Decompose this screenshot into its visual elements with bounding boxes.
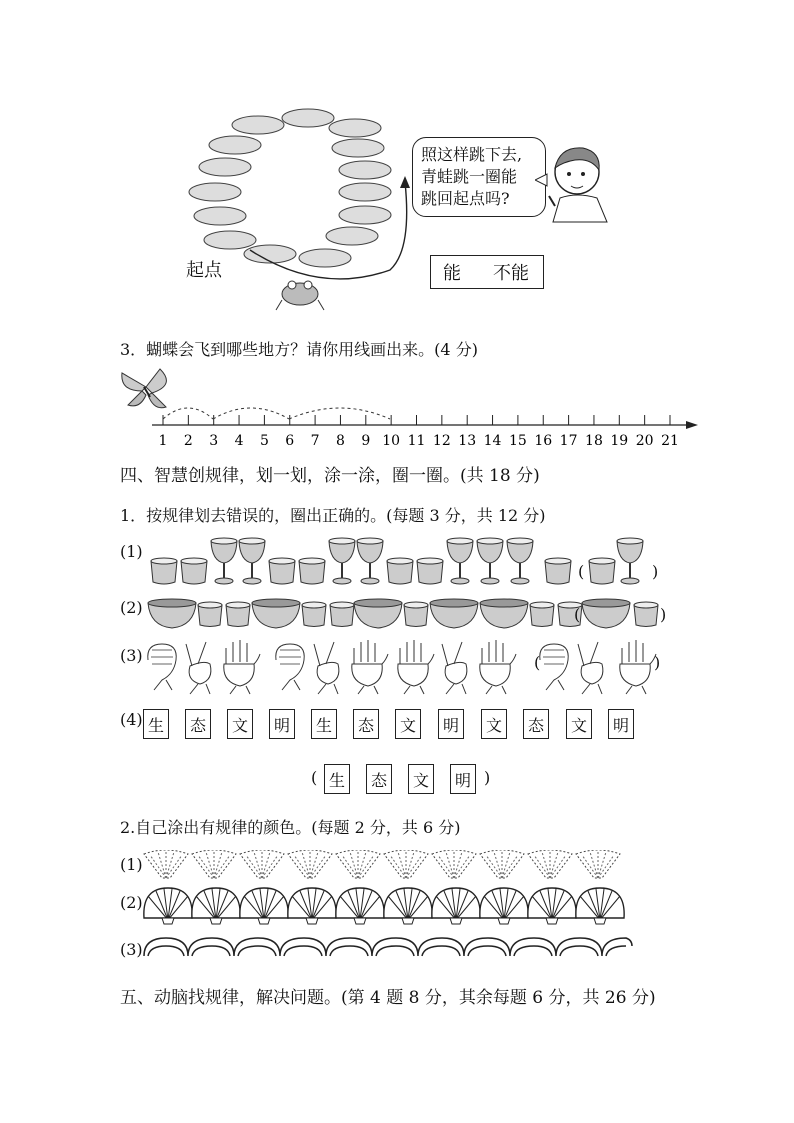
boy-icon (535, 140, 620, 225)
small-bowl-icon[interactable] (226, 602, 250, 627)
shell-icon[interactable] (336, 888, 384, 924)
row-label: (1) (120, 542, 143, 561)
section5-heading: 五、动脑找规律，解决问题。(第 4 题 8 分，其余每题 6 分，共 26 分) (120, 988, 656, 1008)
cup-icon[interactable] (545, 558, 571, 584)
lily-pad (339, 161, 391, 179)
number-line-label: 4 (234, 433, 244, 449)
char-box[interactable]: 生 (311, 709, 337, 739)
shell-icon[interactable] (288, 888, 336, 924)
number-line-label: 14 (483, 433, 502, 449)
cup-icon[interactable] (589, 558, 615, 584)
small-bowl-icon[interactable] (330, 602, 354, 627)
row-label: (4) (120, 710, 143, 729)
row-label: (3) (120, 940, 143, 959)
number-line-label: 9 (361, 433, 371, 449)
number-line-label: 21 (661, 433, 679, 449)
row-label: (2) (120, 893, 143, 912)
q1-title: 1．按规律划去错误的，圈出正确的。(每题 3 分，共 12 分) (120, 506, 546, 525)
lily-pad (209, 136, 261, 154)
char-box[interactable]: 态 (523, 709, 549, 739)
goblet-icon[interactable] (447, 538, 473, 584)
option-char-box[interactable]: 态 (366, 764, 392, 794)
lily-pad (189, 183, 241, 201)
butterfly-icon (122, 369, 167, 408)
goblet-icon[interactable] (329, 538, 355, 584)
scissors-hand-icon[interactable] (186, 642, 211, 694)
big-bowl-icon[interactable] (148, 599, 196, 628)
paren-close: ) (652, 562, 659, 581)
start-label: 起点 (186, 260, 222, 281)
goblet-icon[interactable] (239, 538, 265, 584)
goblet-icon[interactable] (357, 538, 383, 584)
number-line-label: 11 (407, 433, 426, 449)
small-bowl-icon[interactable] (198, 602, 222, 627)
speech-line: 青蛙跳一圈能 (421, 167, 518, 186)
char-box[interactable]: 明 (608, 709, 634, 739)
number-line-label: 10 (382, 433, 401, 449)
paper-hand-icon[interactable] (224, 640, 260, 694)
lily-pad (326, 227, 378, 245)
fan-pattern-row[interactable] (142, 850, 642, 880)
char-box[interactable]: 明 (438, 709, 464, 739)
fan-icon[interactable] (384, 850, 428, 878)
shell-icon[interactable] (480, 888, 528, 924)
scissors-hand-icon[interactable] (314, 642, 339, 694)
paren-open: ( (574, 605, 581, 624)
char-box[interactable]: 文 (395, 709, 421, 739)
paren-open: ( (578, 562, 585, 581)
small-bowl-icon[interactable] (634, 602, 658, 627)
number-line-label: 7 (310, 433, 320, 449)
paper-hand-icon[interactable] (620, 640, 656, 694)
char-box[interactable]: 生 (143, 709, 169, 739)
goblet-icon[interactable] (617, 538, 643, 584)
cup-icon[interactable] (387, 558, 413, 584)
cup-icon[interactable] (417, 558, 443, 584)
number-line-label: 8 (335, 433, 345, 449)
lily-pad (299, 249, 351, 267)
shell-icon[interactable] (432, 888, 480, 924)
lily-pad-ring-illustration (180, 100, 420, 325)
number-line-label: 6 (285, 433, 295, 449)
speech-bubble (412, 137, 546, 217)
cup-icon[interactable] (299, 558, 325, 584)
char-box[interactable]: 态 (353, 709, 379, 739)
lily-pad (204, 231, 256, 249)
number-line-label: 16 (534, 433, 553, 449)
big-bowl-icon[interactable] (582, 599, 630, 628)
number-line-label: 12 (432, 433, 451, 449)
small-bowl-icon[interactable] (302, 602, 326, 627)
fan-icon[interactable] (576, 850, 620, 878)
paper-hand-icon[interactable] (398, 640, 434, 694)
speech-line: 跳回起点吗? (421, 189, 510, 208)
number-line[interactable] (118, 367, 708, 452)
frog-icon (276, 281, 324, 310)
char-box[interactable]: 态 (185, 709, 211, 739)
char-box[interactable]: 文 (227, 709, 253, 739)
fan-icon[interactable] (528, 850, 572, 878)
lily-pad (244, 245, 296, 263)
lily-pad (339, 206, 391, 224)
q2-title: 2.自己涂出有规律的颜色。(每题 2 分，共 6 分) (120, 818, 461, 837)
paper-hand-icon[interactable] (480, 640, 516, 694)
cup-icon[interactable] (151, 558, 177, 584)
paren-close: ) (484, 768, 491, 787)
number-line-label: 1 (158, 433, 168, 449)
shell-pattern-row[interactable] (142, 886, 634, 926)
small-bowl-icon[interactable] (530, 602, 554, 627)
big-bowl-icon[interactable] (430, 599, 478, 628)
paren-open: ( (311, 768, 318, 787)
fan-icon[interactable] (336, 850, 380, 878)
rock-hand-icon[interactable] (276, 644, 304, 690)
row-label: (3) (120, 646, 143, 665)
cup-icon[interactable] (269, 558, 295, 584)
fan-icon[interactable] (480, 850, 524, 878)
small-bowl-icon[interactable] (404, 602, 428, 627)
fan-icon[interactable] (288, 850, 332, 878)
shell-icon[interactable] (384, 888, 432, 924)
fan-icon[interactable] (432, 850, 476, 878)
lily-pad (339, 183, 391, 201)
number-line-label: 17 (559, 433, 578, 449)
lily-pad (332, 139, 384, 157)
hop-arc (213, 408, 289, 419)
big-bowl-icon[interactable] (252, 599, 300, 628)
q3-title: 3．蝴蝶会飞到哪些地方？请你用线画出来。(4 分) (120, 340, 478, 359)
speech-line: 照这样跳下去, (421, 145, 523, 164)
big-bowl-icon[interactable] (354, 599, 402, 628)
shell-icon[interactable] (192, 888, 240, 924)
option-char-box[interactable]: 明 (450, 764, 476, 794)
fan-icon[interactable] (192, 850, 236, 878)
goblet-icon[interactable] (211, 538, 237, 584)
cups-pattern-row[interactable] (148, 535, 668, 590)
rock-hand-icon[interactable] (148, 644, 176, 690)
char-box[interactable]: 文 (566, 709, 592, 739)
goblet-icon[interactable] (477, 538, 503, 584)
shell-icon[interactable] (240, 888, 288, 924)
lily-pad (194, 207, 246, 225)
paper-hand-icon[interactable] (352, 640, 388, 694)
paren-open: ( (534, 653, 541, 672)
number-line-label: 3 (209, 433, 219, 449)
choice-no[interactable]: 不能 (493, 263, 529, 284)
number-line-label: 19 (610, 433, 629, 449)
bowls-pattern-row[interactable] (146, 598, 666, 634)
option-char-box[interactable]: 生 (324, 764, 350, 794)
number-line-label: 15 (508, 433, 527, 449)
row-label: (2) (120, 598, 143, 617)
rock-hand-icon[interactable] (540, 644, 568, 690)
hand-gesture-row[interactable] (142, 640, 664, 696)
answer-choice-box[interactable] (430, 255, 544, 289)
number-line-label: 2 (183, 433, 193, 449)
cup-icon[interactable] (181, 558, 207, 584)
char-box[interactable]: 文 (481, 709, 507, 739)
paren-close: ) (660, 605, 667, 624)
scissors-hand-icon[interactable] (578, 642, 603, 694)
big-bowl-icon[interactable] (480, 599, 528, 628)
goblet-icon[interactable] (507, 538, 533, 584)
shell-icon[interactable] (528, 888, 576, 924)
option-char-box[interactable]: 文 (408, 764, 434, 794)
char-box[interactable]: 明 (269, 709, 295, 739)
lily-pad (199, 158, 251, 176)
number-line-label: 5 (259, 433, 269, 449)
choice-yes[interactable]: 能 (443, 263, 461, 284)
lily-pad (282, 109, 334, 127)
fan-icon[interactable] (240, 850, 284, 878)
wave-pattern-row[interactable] (142, 934, 636, 962)
row-label: (1) (120, 855, 143, 874)
number-line-label: 18 (585, 433, 603, 449)
lily-pad (329, 119, 381, 137)
hop-arc (289, 408, 390, 419)
number-line-label: 13 (458, 433, 477, 449)
shell-icon[interactable] (576, 888, 624, 924)
scissors-hand-icon[interactable] (442, 642, 467, 694)
section4-heading: 四、智慧创规律，划一划，涂一涂，圈一圈。(共 18 分) (120, 466, 540, 486)
shell-icon[interactable] (144, 888, 192, 924)
paren-close: ) (654, 653, 661, 672)
fan-icon[interactable] (144, 850, 188, 878)
lily-pad (232, 116, 284, 134)
number-line-label: 20 (635, 433, 654, 449)
